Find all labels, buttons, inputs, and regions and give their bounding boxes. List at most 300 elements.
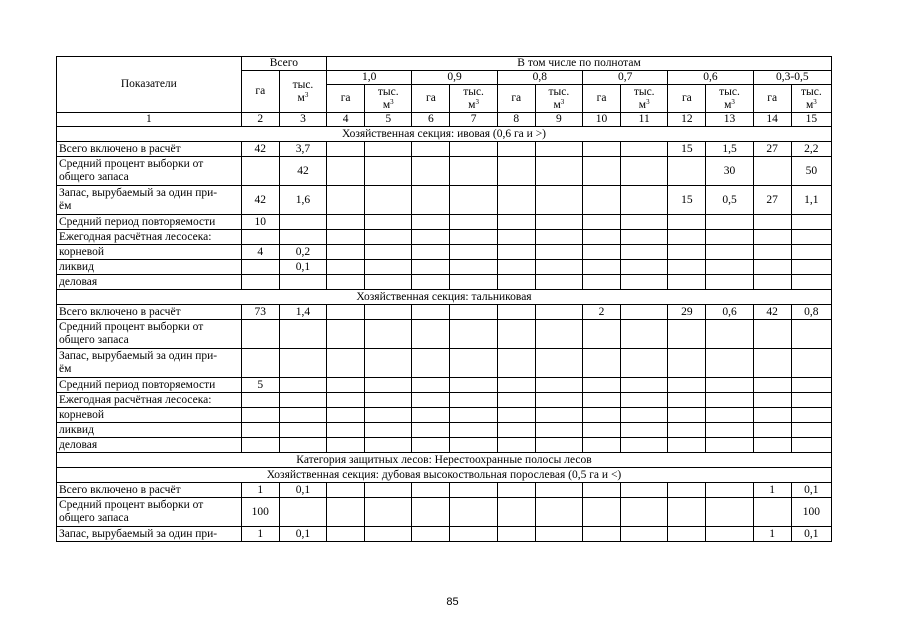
row-label	[57, 483, 242, 498]
row-label-line: ём	[59, 363, 72, 375]
column-number: 6	[412, 113, 450, 127]
section-title: Хозяйственная секция: ивовая (0,6 га и >)	[57, 127, 832, 142]
table-cell	[365, 438, 412, 453]
table-cell	[365, 157, 412, 186]
table-cell	[412, 320, 450, 349]
row-label	[57, 408, 242, 423]
column-number-row	[57, 113, 832, 127]
column-number: 7	[450, 113, 497, 127]
table-cell	[450, 527, 497, 542]
table-cell	[621, 215, 668, 230]
table-cell	[279, 215, 326, 230]
table-cell	[279, 393, 326, 408]
header-ha: га	[582, 85, 620, 113]
table-cell: 0,5	[706, 186, 753, 215]
header-row	[57, 57, 832, 71]
table-cell: 1	[753, 527, 791, 542]
table-cell	[753, 320, 791, 349]
section-title: Хозяйственная секция: дубовая высокоствольная порослевая (0,5 га и <)	[57, 468, 832, 483]
table-cell	[497, 320, 535, 349]
header-density: 0,7	[582, 71, 667, 85]
header-thous-m3	[621, 85, 668, 113]
column-number: 1	[57, 113, 242, 127]
table-row	[57, 215, 832, 230]
table-cell	[365, 215, 412, 230]
table-row	[57, 423, 832, 438]
table-cell	[668, 438, 706, 453]
row-label-line: Средний процент выборки от	[59, 499, 204, 511]
table-cell: 1,1	[791, 186, 831, 215]
table-cell	[753, 230, 791, 245]
unit-cube: 3	[646, 97, 650, 106]
header-density: 0,8	[497, 71, 582, 85]
table-cell: 0,8	[791, 305, 831, 320]
table-cell	[791, 320, 831, 349]
table-cell	[535, 142, 582, 157]
table-cell: 0,1	[279, 483, 326, 498]
table-cell: 42	[241, 186, 279, 215]
table-cell	[497, 349, 535, 378]
header-total: Всего	[241, 57, 326, 71]
table-cell	[668, 498, 706, 527]
table-cell	[668, 423, 706, 438]
table-body	[57, 57, 832, 542]
table-cell	[365, 423, 412, 438]
unit-m: м	[382, 98, 391, 111]
table-cell: 0,6	[706, 305, 753, 320]
table-cell	[450, 483, 497, 498]
row-label-line: Ежегодная расчётная лесосека:	[59, 393, 212, 406]
unit-m: м	[724, 98, 732, 111]
table-cell	[791, 393, 831, 408]
table-cell	[791, 275, 831, 290]
table-row	[57, 393, 832, 408]
row-label	[57, 157, 242, 186]
table-cell	[497, 498, 535, 527]
unit-m: м	[297, 91, 305, 104]
table-cell	[535, 483, 582, 498]
table-cell	[535, 305, 582, 320]
row-label-line: Средний процент выборки от	[59, 158, 204, 170]
table-cell	[621, 305, 668, 320]
table-cell	[668, 349, 706, 378]
table-cell	[535, 230, 582, 245]
table-cell	[621, 483, 668, 498]
section-header-row	[57, 127, 832, 142]
table-cell	[621, 320, 668, 349]
header-ha: га	[753, 85, 791, 113]
row-label	[57, 320, 242, 349]
table-cell	[450, 245, 497, 260]
header-ha: га	[327, 85, 365, 113]
table-cell	[535, 260, 582, 275]
row-label-line: ликвид	[59, 423, 94, 436]
table-cell	[327, 186, 365, 215]
table-cell	[241, 260, 279, 275]
unit-cube: 3	[390, 97, 394, 106]
table-cell	[791, 260, 831, 275]
table-cell	[535, 393, 582, 408]
table-cell	[621, 142, 668, 157]
table-cell	[706, 245, 753, 260]
table-cell	[365, 260, 412, 275]
row-label-line: ём	[59, 200, 72, 212]
table-cell	[412, 157, 450, 186]
table-cell: 0,1	[279, 260, 326, 275]
table-cell	[450, 408, 497, 423]
column-number: 4	[327, 113, 365, 127]
forest-calculation-table	[56, 56, 832, 542]
row-label	[57, 142, 242, 157]
header-ha: га	[497, 85, 535, 113]
row-label	[57, 438, 242, 453]
table-cell	[791, 423, 831, 438]
table-row	[57, 438, 832, 453]
header-thous-m3	[450, 85, 497, 113]
row-label-line: Средний период повторяемости	[59, 378, 216, 391]
table-cell	[706, 498, 753, 527]
table-cell	[412, 275, 450, 290]
row-label	[57, 349, 242, 378]
table-cell	[706, 423, 753, 438]
table-cell	[791, 378, 831, 393]
table-row	[57, 320, 832, 349]
table-cell: 15	[668, 186, 706, 215]
table-cell: 100	[791, 498, 831, 527]
unit-m: м	[638, 98, 647, 111]
table-cell	[535, 275, 582, 290]
table-cell	[706, 215, 753, 230]
table-cell: 15	[668, 142, 706, 157]
table-cell	[791, 245, 831, 260]
table-row	[57, 305, 832, 320]
table-cell	[365, 245, 412, 260]
header-thous-m3	[791, 85, 831, 113]
table-cell	[668, 393, 706, 408]
row-label	[57, 275, 242, 290]
table-cell	[582, 230, 620, 245]
table-cell	[279, 438, 326, 453]
table-cell	[668, 408, 706, 423]
table-cell	[412, 142, 450, 157]
table-cell	[535, 349, 582, 378]
header-total-thous-m3	[279, 71, 326, 113]
table-cell	[365, 305, 412, 320]
table-cell	[668, 275, 706, 290]
table-cell	[621, 423, 668, 438]
table-cell	[791, 408, 831, 423]
section-title: Хозяйственная секция: тальниковая	[57, 290, 832, 305]
table-cell	[450, 260, 497, 275]
table-cell: 42	[753, 305, 791, 320]
table-cell	[668, 320, 706, 349]
category-title: Категория защитных лесов: Нерестоохранные полосы лесов	[57, 453, 832, 468]
table-cell	[497, 142, 535, 157]
row-label-line: общего запаса	[59, 512, 129, 524]
table-cell	[497, 230, 535, 245]
row-label	[57, 260, 242, 275]
table-cell: 27	[753, 186, 791, 215]
row-label-line: Запас, вырубаемый за один при-	[59, 350, 218, 362]
header-by-density: В том числе по полнотам	[327, 57, 832, 71]
table-cell	[497, 408, 535, 423]
header-density: 0,9	[412, 71, 497, 85]
table-cell	[327, 408, 365, 423]
table-cell: 1	[241, 527, 279, 542]
table-cell	[412, 186, 450, 215]
row-label-line: Средний процент выборки от	[59, 321, 204, 333]
table-cell	[497, 483, 535, 498]
table-cell	[365, 275, 412, 290]
table-cell	[753, 438, 791, 453]
table-cell	[450, 378, 497, 393]
table-cell	[621, 349, 668, 378]
table-cell	[450, 157, 497, 186]
table-cell	[706, 230, 753, 245]
category-row	[57, 453, 832, 468]
table-cell	[412, 438, 450, 453]
table-row	[57, 483, 832, 498]
table-cell	[412, 215, 450, 230]
table-cell	[241, 230, 279, 245]
unit-thous: тыс.	[548, 85, 570, 98]
table-cell	[327, 423, 365, 438]
header-ha: га	[668, 85, 706, 113]
table-cell	[365, 378, 412, 393]
row-label-line: Всего включено в расчёт	[59, 483, 181, 496]
header-thous-m3	[365, 85, 412, 113]
row-label-line: ликвид	[59, 260, 94, 273]
table-cell: 1,6	[279, 186, 326, 215]
table-cell	[753, 408, 791, 423]
table-cell	[241, 320, 279, 349]
table-cell	[582, 408, 620, 423]
table-cell	[621, 527, 668, 542]
table-cell	[753, 393, 791, 408]
table-cell	[450, 320, 497, 349]
table-cell	[497, 260, 535, 275]
table-cell	[412, 349, 450, 378]
table-cell	[241, 423, 279, 438]
table-cell	[621, 245, 668, 260]
table-cell	[412, 423, 450, 438]
table-cell: 42	[241, 142, 279, 157]
table-cell	[621, 498, 668, 527]
table-cell	[497, 215, 535, 230]
table-cell	[668, 483, 706, 498]
table-cell	[241, 393, 279, 408]
table-cell	[279, 408, 326, 423]
table-cell	[450, 230, 497, 245]
table-cell	[668, 215, 706, 230]
table-cell	[753, 275, 791, 290]
unit-thous: тыс.	[463, 85, 484, 98]
table-cell	[706, 438, 753, 453]
table-cell	[706, 483, 753, 498]
table-cell: 3,7	[279, 142, 326, 157]
table-cell	[327, 527, 365, 542]
table-cell	[791, 349, 831, 378]
column-number: 11	[621, 113, 668, 127]
row-label-line: Всего включено в расчёт	[59, 305, 181, 318]
table-cell	[535, 378, 582, 393]
table-cell	[365, 230, 412, 245]
table-cell	[753, 157, 791, 186]
table-cell	[621, 438, 668, 453]
table-cell	[412, 483, 450, 498]
table-cell	[535, 498, 582, 527]
table-cell	[535, 408, 582, 423]
table-cell	[582, 215, 620, 230]
table-cell	[706, 349, 753, 378]
unit-cube: 3	[475, 97, 479, 106]
table-cell	[327, 215, 365, 230]
row-label-line: общего запаса	[59, 334, 129, 346]
table-row	[57, 378, 832, 393]
table-cell	[365, 142, 412, 157]
table-cell	[497, 378, 535, 393]
row-label-line: Ежегодная расчётная лесосека:	[59, 230, 212, 243]
table-row	[57, 245, 832, 260]
row-label	[57, 186, 242, 215]
table-cell	[450, 438, 497, 453]
table-cell	[327, 438, 365, 453]
table-cell	[241, 438, 279, 453]
header-density: 0,6	[668, 71, 753, 85]
table-cell	[241, 157, 279, 186]
unit-cube: 3	[560, 97, 565, 106]
column-number: 15	[791, 113, 831, 127]
table-cell	[450, 186, 497, 215]
table-row	[57, 157, 832, 186]
table-cell	[621, 230, 668, 245]
unit-thous: тыс.	[292, 78, 314, 91]
table-cell	[791, 438, 831, 453]
table-cell	[327, 483, 365, 498]
table-cell	[535, 438, 582, 453]
table-cell	[327, 378, 365, 393]
table-cell	[582, 498, 620, 527]
row-label	[57, 423, 242, 438]
table-cell	[535, 423, 582, 438]
table-cell	[327, 230, 365, 245]
table-row	[57, 408, 832, 423]
table-cell	[753, 498, 791, 527]
table-cell	[279, 349, 326, 378]
row-label-line: Всего включено в расчёт	[59, 142, 181, 155]
table-cell: 27	[753, 142, 791, 157]
column-number: 13	[706, 113, 753, 127]
column-number: 5	[365, 113, 412, 127]
table-row	[57, 260, 832, 275]
table-cell	[412, 527, 450, 542]
table-cell	[412, 393, 450, 408]
row-label-line: Средний период повторяемости	[59, 215, 216, 228]
table-cell	[450, 498, 497, 527]
table-cell	[621, 260, 668, 275]
table-cell	[327, 245, 365, 260]
table-cell	[279, 378, 326, 393]
table-cell	[365, 483, 412, 498]
row-label-line: деловая	[59, 438, 98, 451]
header-total-ha: га	[241, 71, 279, 113]
row-label	[57, 527, 242, 542]
row-label-line: Запас, вырубаемый за один при-	[59, 187, 218, 199]
table-cell	[450, 305, 497, 320]
table-cell	[365, 349, 412, 378]
table-row	[57, 527, 832, 542]
table-cell	[412, 378, 450, 393]
table-cell	[450, 423, 497, 438]
table-row	[57, 349, 832, 378]
table-cell	[535, 320, 582, 349]
table-cell	[327, 275, 365, 290]
row-label	[57, 230, 242, 245]
table-row	[57, 230, 832, 245]
table-cell	[668, 245, 706, 260]
table-cell	[497, 305, 535, 320]
row-label	[57, 378, 242, 393]
table-cell	[668, 157, 706, 186]
table-cell	[582, 378, 620, 393]
table-cell: 0,1	[791, 527, 831, 542]
table-cell	[753, 215, 791, 230]
table-cell: 0,1	[279, 527, 326, 542]
table-cell	[706, 527, 753, 542]
table-cell	[621, 378, 668, 393]
table-cell	[365, 393, 412, 408]
table-cell: 10	[241, 215, 279, 230]
row-label-line: общего запаса	[59, 171, 129, 183]
table-cell	[582, 438, 620, 453]
table-cell	[412, 305, 450, 320]
row-label	[57, 393, 242, 408]
table-cell	[753, 260, 791, 275]
row-label	[57, 245, 242, 260]
table-cell	[450, 349, 497, 378]
table-cell	[412, 260, 450, 275]
table-cell	[706, 393, 753, 408]
table-cell	[753, 423, 791, 438]
row-label	[57, 498, 242, 527]
table-cell	[412, 230, 450, 245]
table-cell	[365, 320, 412, 349]
table-cell: 2	[582, 305, 620, 320]
table-cell	[753, 245, 791, 260]
table-cell	[621, 157, 668, 186]
row-label	[57, 215, 242, 230]
row-label-line: Запас, вырубаемый за один при-	[59, 527, 218, 540]
table-cell: 1,4	[279, 305, 326, 320]
table-cell	[279, 320, 326, 349]
table-cell	[668, 230, 706, 245]
table-cell	[582, 527, 620, 542]
table-cell	[791, 230, 831, 245]
table-cell: 4	[241, 245, 279, 260]
column-number: 10	[582, 113, 620, 127]
table-cell: 30	[706, 157, 753, 186]
unit-thous: тыс.	[801, 85, 822, 98]
table-cell	[412, 498, 450, 527]
table-cell	[327, 320, 365, 349]
table-cell	[582, 245, 620, 260]
unit-cube: 3	[813, 97, 817, 106]
table-cell	[450, 215, 497, 230]
column-number: 2	[241, 113, 279, 127]
table-cell	[327, 305, 365, 320]
header-thous-m3	[706, 85, 753, 113]
table-cell: 5	[241, 378, 279, 393]
